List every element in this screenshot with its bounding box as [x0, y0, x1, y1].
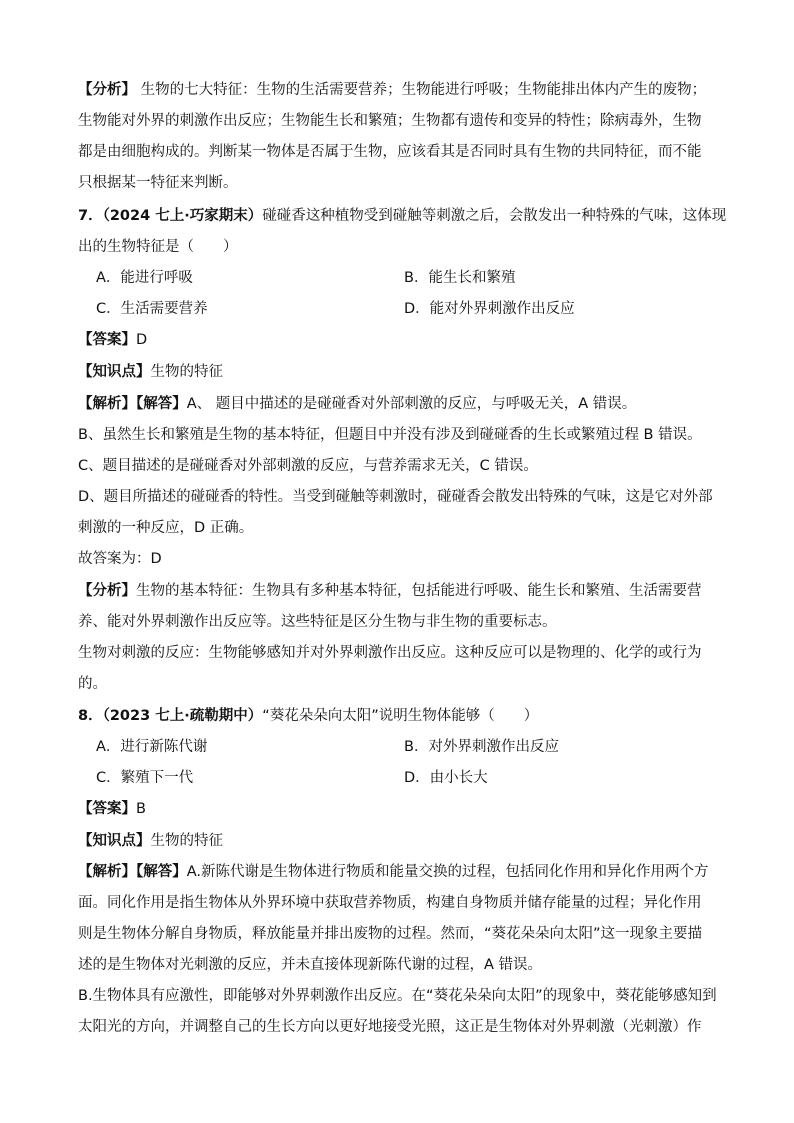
analysis-tag: 【分析】 — [78, 82, 136, 98]
text-line: 只根据某一特征来判断。 — [78, 175, 238, 191]
text-line: 生物对刺激的反应：生物能够感知并对外界刺激作出反应。这种反应可以是物理的、化学的或行为 — [78, 645, 702, 661]
q8-option-d: D．由小长大 — [404, 770, 488, 786]
q7-option-d: D．能对外界刺激作出反应 — [404, 301, 575, 317]
text-line: 述的是生物体对光刺激的反应，并未直接体现新陈代谢的过程，A 错误。 — [78, 957, 543, 973]
question-8: 8．（2023 七上·疏勒期中）“葵花朵朵向太阳”说明生物体能够（ ） — [78, 708, 539, 724]
q7-option-a: A．能进行呼吸 — [96, 270, 193, 286]
question-number: 8．（2023 七上·疏勒期中） — [78, 708, 263, 724]
answer-line: 【答案】B — [78, 801, 146, 817]
question-7: 7．（2024 七上·巧家期末）碰碰香这种植物受到碰触等刺激之后，会散发出一种特殊的气味，这体现 — [78, 208, 727, 224]
q8-option-a: A．进行新陈代谢 — [96, 739, 208, 755]
question-number: 7．（2024 七上·巧家期末） — [78, 208, 263, 224]
text-line: 刺激的一种反应，D 正确。 — [78, 520, 254, 536]
knowledge-point-line: 【知识点】生物的特征 — [78, 833, 223, 849]
q8-option-c: C．繁殖下一代 — [96, 770, 194, 786]
text-line: 都是由细胞构成的。判断某一物体是否属于生物，应该看其是否同时具有生物的共同特征，而不能 — [78, 144, 702, 160]
q7-option-b: B．能生长和繁殖 — [404, 270, 516, 286]
text-line: 则是生物体分解自身物质，释放能量并排出废物的过程。然而，“葵花朵朵向太阳”这一现象主要描 — [78, 926, 703, 942]
q7-option-c: C．生活需要营养 — [96, 301, 208, 317]
answer-line: 【答案】D — [78, 332, 148, 348]
text-line: 出的生物特征是（ ） — [78, 239, 238, 255]
explanation-line: 【解析】【解答】A、 题目中描述的是碰碰香对外部刺激的反应，与呼吸无关，A 错误。 — [78, 396, 637, 412]
text-line: D、题目所描述的碰碰香的特性。当受到碰触等刺激时，碰碰香会散发出特殊的气味，这是它对外部 — [78, 489, 713, 505]
text-line: 太阳光的方向，并调整自己的生长方向以更好地接受光照，这正是生物体对外界刺激（光刺激）作 — [78, 1019, 702, 1035]
q8-option-b: B．对外界刺激作出反应 — [404, 739, 559, 755]
analysis-line: 【分析】 生物的七大特征：生物的生活需要营养；生物能进行呼吸；生物能排出体内产生的废物； — [78, 82, 707, 98]
text-line: 面。同化作用是指生物体从外界环境中获取营养物质，构建自身物质并储存能量的过程；异化作用 — [78, 895, 702, 911]
text-line: B.生物体具有应激性，即能够对外界刺激作出反应。在“葵花朵朵向太阳”的现象中，葵花能够感知到 — [78, 988, 717, 1004]
text-line: B、虽然生长和繁殖是生物的基本特征，但题目中并没有涉及到碰碰香的生长或繁殖过程 B 错误。 — [78, 427, 702, 443]
analysis-line: 【分析】生物的基本特征：生物具有多种基本特征，包括能进行呼吸、能生长和繁殖、生活需要营 — [78, 583, 702, 599]
text-line: 故答案为：D — [78, 551, 162, 567]
knowledge-point-line: 【知识点】生物的特征 — [78, 364, 223, 380]
text-line: C、题目描述的是碰碰香对外部刺激的反应，与营养需求无关，C 错误。 — [78, 458, 538, 474]
explanation-line: 【解析】【解答】A.新陈代谢是生物体进行物质和能量交换的过程，包括同化作用和异化作用两个方 — [78, 864, 709, 880]
text-line: 的。 — [78, 676, 107, 692]
text-line: 生物能对外界的刺激作出反应；生物能生长和繁殖；生物都有遗传和变异的特性；除病毒外，生物 — [78, 113, 702, 129]
text-line: 养、能对外界刺激作出反应等。这些特征是区分生物与非生物的重要标志。 — [78, 614, 557, 630]
